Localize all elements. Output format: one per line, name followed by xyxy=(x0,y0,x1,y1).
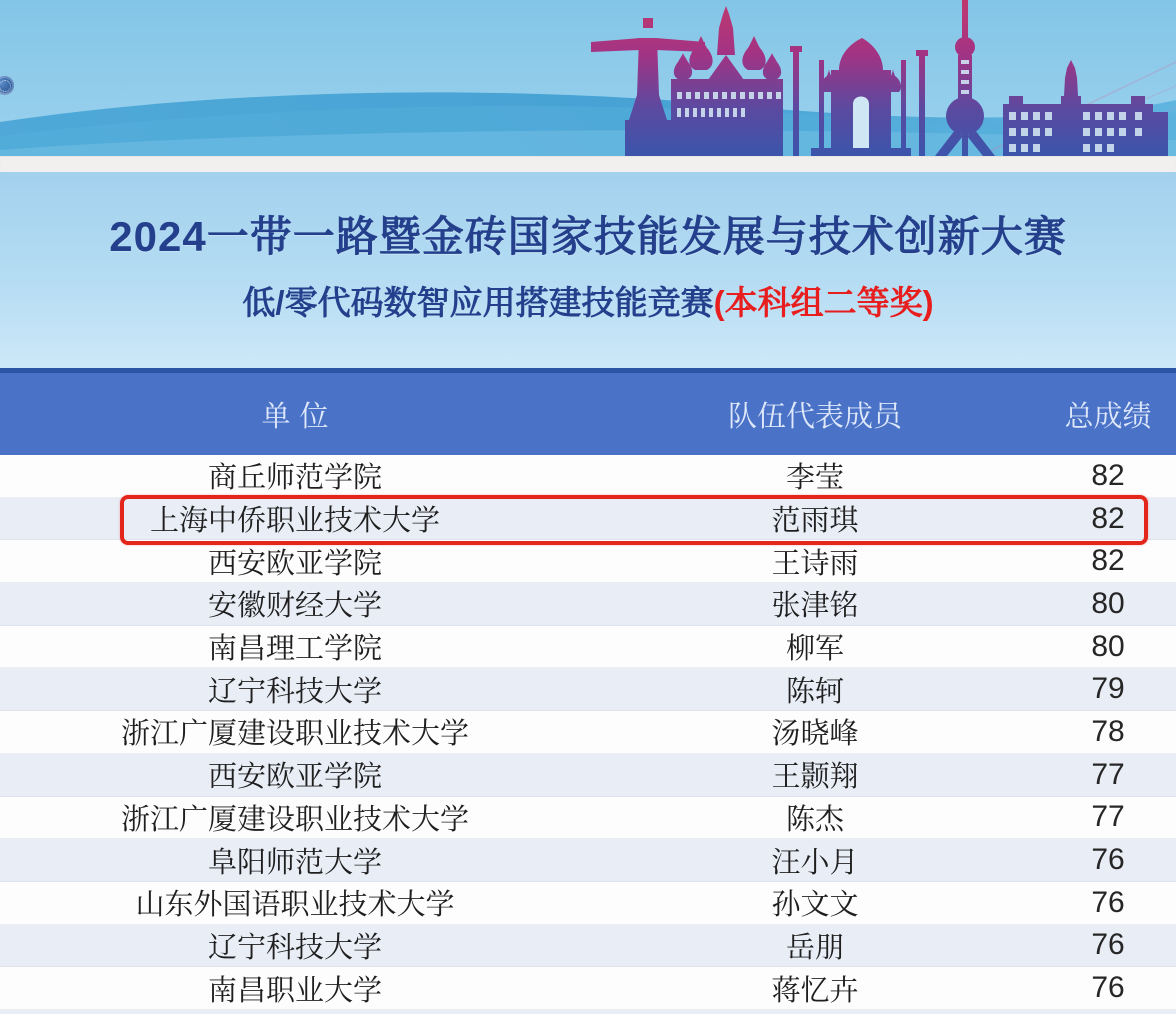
score-cell: 82 xyxy=(1091,501,1125,535)
member-cell: 汪小月 xyxy=(771,846,859,879)
unit-cell: 阜阳师范大学 xyxy=(207,846,382,879)
table-row xyxy=(0,540,1176,583)
unit-cell: 辽宁科技大学 xyxy=(207,675,382,708)
minaret-column-icon xyxy=(793,52,799,156)
unit-cell: 浙江广厦建设职业技术大学 xyxy=(120,803,469,836)
banner xyxy=(0,0,1176,156)
member-cell: 汤晓峰 xyxy=(771,718,859,751)
table-row xyxy=(0,583,1176,626)
oriental-pearl-tower-icon xyxy=(935,0,995,156)
title-section xyxy=(0,172,1176,368)
unit-cell: 辽宁科技大学 xyxy=(207,931,382,964)
score-cell: 78 xyxy=(1091,714,1125,748)
unit-cell: 山东外国语职业技术大学 xyxy=(135,889,455,922)
score-cell: 76 xyxy=(1091,928,1125,962)
member-cell: 陈杰 xyxy=(785,803,844,836)
member-cell: 蒋忆卉 xyxy=(771,974,859,1007)
unit-cell: 安徽财经大学 xyxy=(207,590,382,623)
table-row-highlighted xyxy=(0,498,1176,541)
member-cell: 王诗雨 xyxy=(771,547,859,580)
member-cell: 孙文文 xyxy=(771,889,859,922)
results-table xyxy=(0,368,1176,1014)
unit-cell: 上海中侨职业技术大学 xyxy=(149,505,440,538)
member-cell: 王颢翔 xyxy=(771,761,859,794)
unit-cell: 浙江广厦建设职业技术大学 xyxy=(120,718,469,751)
score-cell: 76 xyxy=(1091,971,1125,1005)
score-cell: 77 xyxy=(1091,800,1125,834)
table-row xyxy=(0,668,1176,711)
member-cell: 陈轲 xyxy=(785,675,844,708)
col-header-member: 队伍代表成员 xyxy=(727,400,902,433)
score-cell: 77 xyxy=(1091,757,1125,791)
event-subtitle xyxy=(0,284,1176,322)
score-cell: 76 xyxy=(1091,885,1125,919)
unit-cell: 商丘师范学院 xyxy=(207,462,382,495)
unit-cell: 西安欧亚学院 xyxy=(207,547,382,580)
landmark-skyline-graphic xyxy=(583,0,1168,156)
col-header-unit: 单位 xyxy=(261,400,338,433)
divider-band xyxy=(0,156,1176,172)
table-row xyxy=(0,882,1176,925)
table-header-row xyxy=(0,368,1176,455)
score-cell: 76 xyxy=(1091,843,1125,877)
member-cell: 张津铭 xyxy=(771,590,859,623)
member-cell: 李莹 xyxy=(785,462,844,495)
table-row xyxy=(0,626,1176,669)
col-header-score: 总成绩 xyxy=(1064,400,1152,433)
member-cell: 柳军 xyxy=(785,633,844,666)
score-cell: 80 xyxy=(1091,629,1125,663)
member-cell: 范雨琪 xyxy=(771,505,859,538)
table-row xyxy=(0,455,1176,498)
taj-mahal-icon xyxy=(811,28,911,156)
member-cell: 岳朋 xyxy=(785,931,844,964)
table-row xyxy=(0,754,1176,797)
table-row xyxy=(0,925,1176,968)
table-row xyxy=(0,967,1176,1010)
table-body xyxy=(0,455,1176,1014)
score-cell: 82 xyxy=(1091,458,1125,492)
unit-cell: 南昌理工学院 xyxy=(207,633,382,666)
city-hall-building-icon xyxy=(1003,60,1168,156)
table-row xyxy=(0,797,1176,840)
score-cell: 82 xyxy=(1091,544,1125,578)
st-basils-cathedral-icon xyxy=(671,6,783,156)
table-row xyxy=(0,839,1176,882)
unit-cell: 西安欧亚学院 xyxy=(207,761,382,794)
competition-title: 2024一带一路暨金砖国家技能发展与技术创新大赛 xyxy=(109,213,1067,260)
score-cell: 79 xyxy=(1091,672,1125,706)
unit-cell: 南昌职业大学 xyxy=(207,974,382,1007)
event-subtitle-text: 低/零代码数智应用搭建技能竞赛 xyxy=(242,284,714,321)
table-row xyxy=(0,711,1176,754)
award-level-text: (本科组二等奖) xyxy=(713,284,934,321)
score-cell: 80 xyxy=(1091,586,1125,620)
